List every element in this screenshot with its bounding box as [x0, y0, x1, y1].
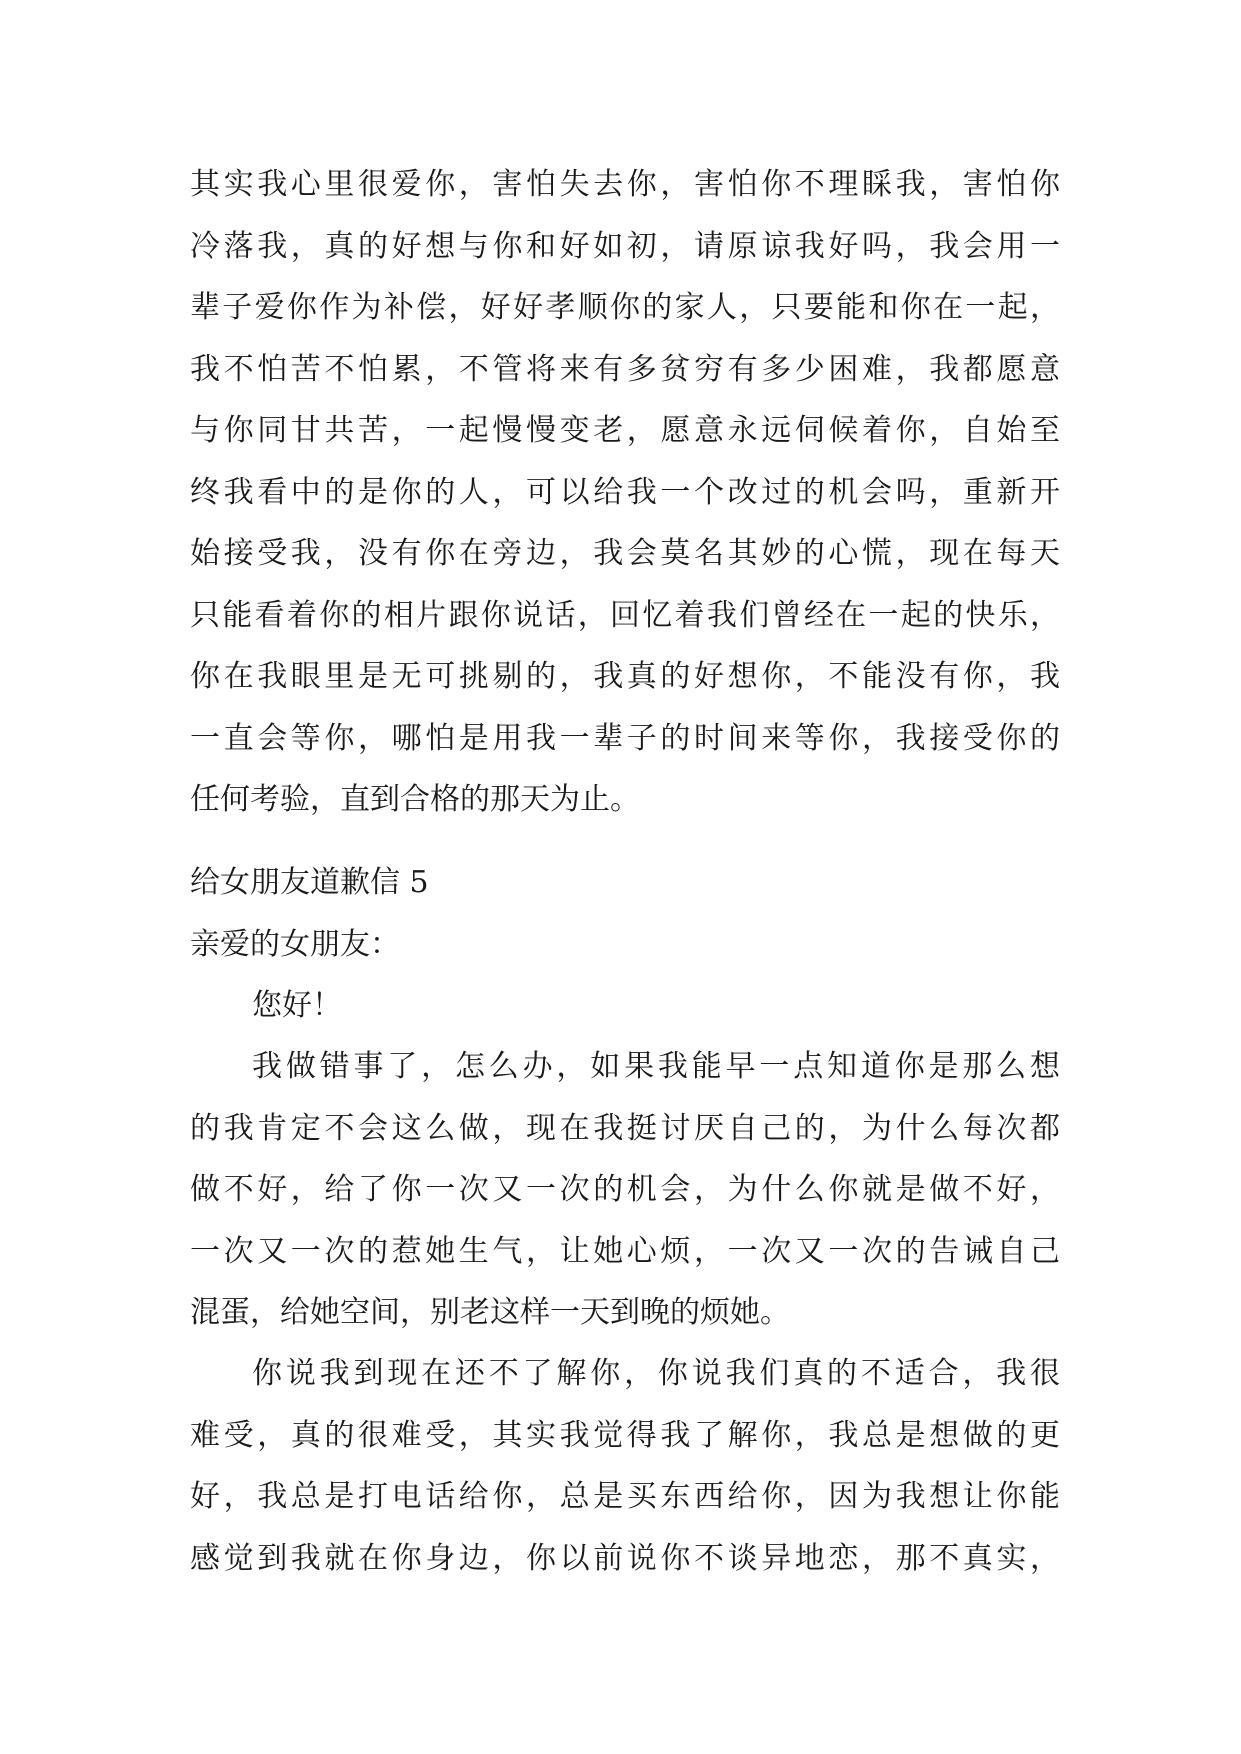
text-line: 你在我眼里是无可挑剔的，我真的好想你，不能没有你，我: [190, 659, 1060, 694]
text-line: 其实我心里很爱你，害怕失去你，害怕你不理睬我，害怕你: [190, 167, 1060, 202]
text-line: 一直会等你，哪怕是用我一辈子的时间来等你，我接受你的: [190, 720, 1060, 756]
text-line: 我做错事了，怎么办，如果我能早一点知道你是那么想: [252, 1049, 1060, 1084]
text-line: 你说我到现在还不了解你，你说我们真的不适合，我很: [252, 1356, 1060, 1391]
letter-paragraph-2: [190, 1343, 1060, 1589]
text-line: 只能看着你的相片跟你说话，回忆着我们曾经在一起的快乐，: [190, 597, 1060, 633]
text-line: 冷落我，真的好想与你和好如初，请原谅我好吗，我会用一: [190, 228, 1060, 264]
text-line: 我不怕苦不怕累，不管将来有多贫穷有多少困难，我都愿意: [190, 351, 1060, 387]
text-line: 混蛋，给她空间，别老这样一天到晚的烦她。: [190, 1295, 790, 1330]
text-line: 的我肯定不会这么做，现在我挺讨厌自己的，为什么每次都: [190, 1110, 1060, 1146]
text-line: 难受，真的很难受，其实我觉得我了解你，我总是想做的更: [190, 1417, 1060, 1453]
text-line: 感觉到我就在你身边，你以前说你不谈异地恋，那不真实，: [190, 1540, 1060, 1576]
letter-title: 给女朋友道歉信 5: [190, 865, 429, 900]
text-line: 与你同甘共苦，一起慢慢变老，愿意永远伺候着你，自始至: [190, 413, 1060, 448]
text-line: 好，我总是打电话给你，总是买东西给你，因为我想让你能: [190, 1479, 1060, 1514]
letter-greeting: 您好！: [252, 988, 342, 1023]
continued-paragraph: [190, 154, 1060, 831]
letter-salutation: 亲爱的女朋友：: [190, 926, 400, 962]
text-line: 做不好，给了你一次又一次的机会，为什么你就是做不好，: [190, 1172, 1060, 1207]
text-line: 始接受我，没有你在旁边，我会莫名其妙的心慌，现在每天: [190, 536, 1060, 571]
text-line: 终我看中的是你的人，可以给我一个改过的机会吗，重新开: [190, 474, 1060, 510]
letter-paragraph-1: [190, 1036, 1060, 1344]
text-line: 任何考验，直到合格的那天为止。: [190, 782, 640, 817]
letter-heading-block: [190, 852, 1060, 1037]
text-line: 一次又一次的惹她生气，让她心烦，一次又一次的告诫自己: [190, 1233, 1060, 1269]
text-line: 辈子爱你作为补偿，好好孝顺你的家人，只要能和你在一起，: [190, 290, 1060, 325]
